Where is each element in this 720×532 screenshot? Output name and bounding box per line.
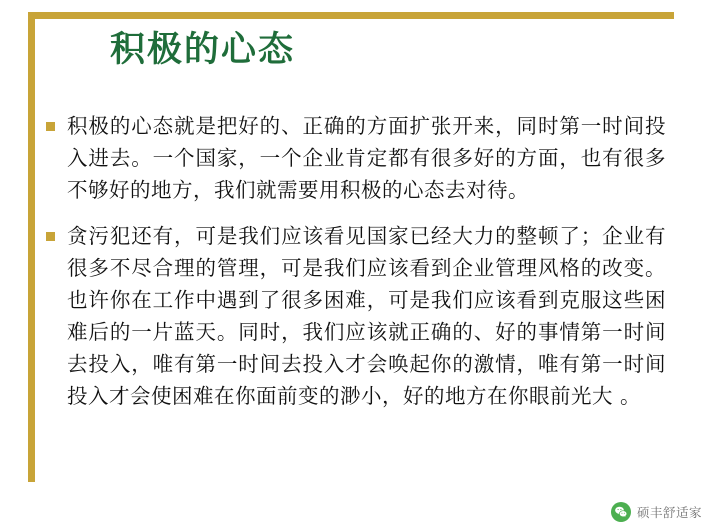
wechat-icon	[611, 502, 631, 522]
slide-title: 积极的心态	[110, 29, 296, 70]
bullet-paragraph: 贪污犯还有，可是我们应该看见国家已经大力的整顿了；企业有很多不尽合理的管理，可是我们应该看到企业管理风格的改变。也许你在工作中遇到了很多困难，可是我们应该看到克服这些困难后的一片蓝天。同时，我们应该就正确的、好的事情第一时间去投入，唯有第一时间去投入才会唤起你的激情，唯有第一时间投入才会使困难在你面前变的渺小，好的地方在你眼前光大 。	[67, 224, 666, 408]
list-item	[46, 110, 666, 206]
footer-label: 硕丰舒适家	[636, 505, 702, 520]
bullet-paragraph: 积极的心态就是把好的、正确的方面扩张开来，同时第一时间投入进去。一个国家，一个企业肯定都有很多好的方面，也有很多不够好的地方，我们就需要用积极的心态去对待。	[67, 114, 666, 202]
top-accent-bar	[28, 12, 674, 19]
left-accent-bar	[28, 12, 35, 482]
bullet-square-icon	[46, 122, 55, 131]
list-item	[46, 220, 666, 412]
bullet-square-icon	[46, 232, 55, 241]
footer-watermark	[611, 502, 702, 522]
slide-body	[46, 110, 666, 426]
